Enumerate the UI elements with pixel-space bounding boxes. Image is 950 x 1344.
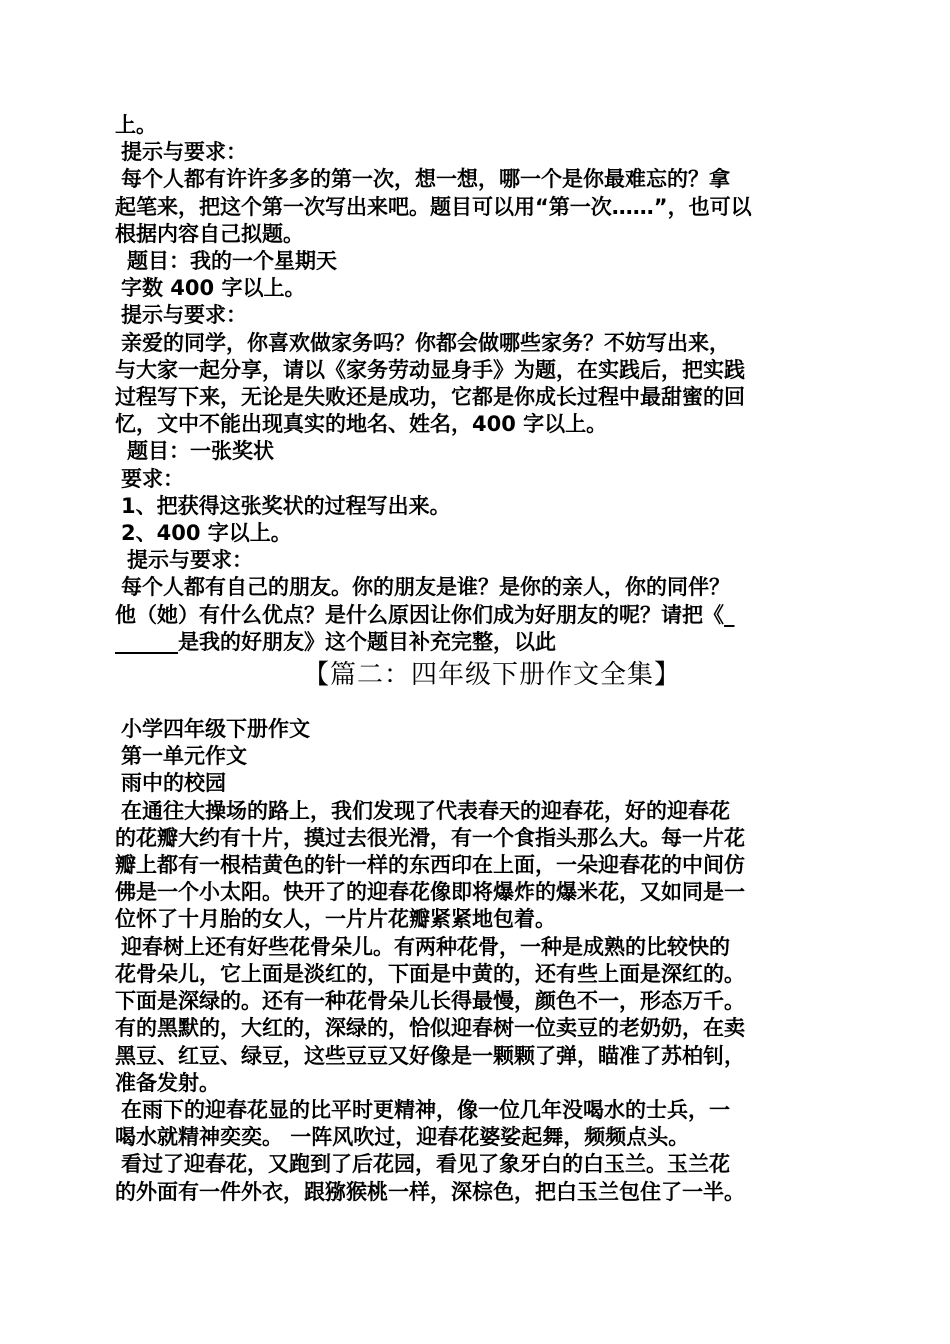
text-line: 每个人都有自己的朋友。你的朋友是谁？是你的亲人，你的同伴？ (121, 575, 730, 600)
text-line: 瓣上都有一根桔黄色的针一样的东西印在上面，一朵迎春花的中间仿 (115, 853, 745, 878)
text-line: ______是我的好朋友》这个题目补充完整，以此 (115, 629, 556, 654)
section-title: 【篇二：四年级下册作文全集】 (302, 660, 681, 691)
text-line: 1、把获得这张奖状的过程写出来。 (121, 493, 451, 518)
text-line: 准备发射。 (115, 1070, 220, 1095)
text-line: 题目：一张奖状 (127, 439, 274, 464)
text-line: 花骨朵儿，它上面是淡红的，下面是中黄的，还有些上面是深红的。 (115, 961, 745, 986)
text-line: 提示与要求： (121, 303, 247, 328)
text-line: 根据内容自己拟题。 (115, 221, 304, 246)
document-page (115, 112, 839, 1206)
text-line: 的花瓣大约有十片，摸过去很光滑，有一个食指头那么大。每一片花 (115, 825, 745, 850)
text-line: 每个人都有许许多多的第一次，想一想，哪一个是你最难忘的？拿 (121, 167, 730, 192)
text-line: 他（她）有什么优点？是什么原因让你们成为好朋友的呢？请把《_ (115, 602, 735, 627)
text-line: 起笔来，把这个第一次写出来吧。题目可以用“第一次……”，也可以 (115, 194, 752, 219)
text-line: 字数 400 字以上。 (121, 276, 306, 301)
text-line: 迎春树上还有好些花骨朵儿。有两种花骨，一种是成熟的比较快的 (121, 934, 730, 959)
text-line: 过程写下来，无论是失败还是成功，它都是你成长过程中最甜蜜的回 (115, 385, 745, 410)
text-line: 的外面有一件外衣，跟猕猴桃一样，深棕色，把白玉兰包住了一半。 (115, 1179, 745, 1204)
text-line: 看过了迎春花，又跑到了后花园，看见了象牙白的白玉兰。玉兰花 (121, 1152, 730, 1177)
text-line: 在雨下的迎春花显的比平时更精神，像一位几年没喝水的士兵，一 (121, 1097, 730, 1122)
text-line: 有的黑默的，大红的，深绿的，恰似迎春树一位卖豆的老奶奶，在卖 (115, 1016, 745, 1041)
text-line: 雨中的校园 (121, 771, 226, 796)
text-line: 黑豆、红豆、绿豆，这些豆豆又好像是一颗颗了弹，瞄准了苏柏钊， (115, 1043, 745, 1068)
text-line: 下面是深绿的。还有一种花骨朵儿长得最慢，颜色不一，形态万千。 (115, 989, 745, 1014)
text-line: 题目：我的一个星期天 (127, 249, 337, 274)
text-line: 忆，文中不能出现真实的地名、姓名，400 字以上。 (115, 412, 608, 437)
text-line: 要求： (121, 466, 184, 491)
text-line: 位怀了十月胎的女人，一片片花瓣紧紧地包着。 (115, 907, 556, 932)
text-line: 提示与要求： (121, 140, 247, 165)
text-line: 喝水就精神奕奕。 一阵风吹过，迎春花婆娑起舞，频频点头。 (115, 1125, 690, 1150)
text-line: 与大家一起分享，请以《家务劳动显身手》为题，在实践后，把实践 (115, 357, 745, 382)
text-line: 小学四年级下册作文 (121, 717, 310, 742)
text-line: 在通往大操场的路上，我们发现了代表春天的迎春花，好的迎春花 (121, 798, 730, 823)
text-line: 佛是一个小太阳。快开了的迎春花像即将爆炸的爆米花，又如同是一 (115, 880, 745, 905)
text-line: 第一单元作文 (121, 744, 247, 769)
text-line: 亲爱的同学，你喜欢做家务吗？你都会做哪些家务？不妨写出来， (121, 330, 730, 355)
text-line: 上。 (115, 113, 157, 137)
text-line: 2、400 字以上。 (121, 521, 292, 546)
text-line: 提示与要求： (127, 548, 253, 573)
